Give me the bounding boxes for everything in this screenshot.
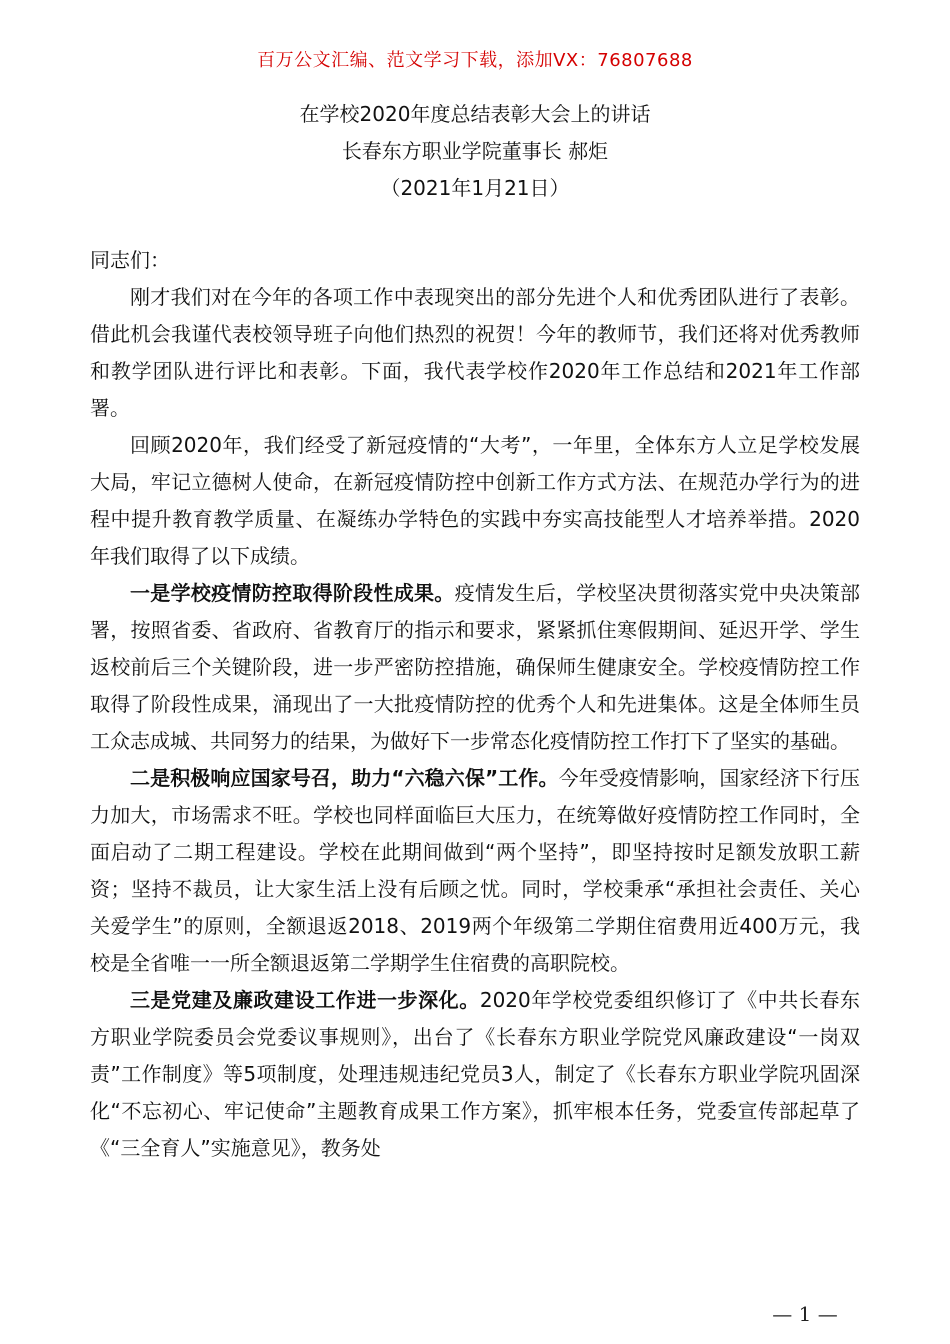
paragraph-4 xyxy=(90,760,860,982)
speech-date: （2021年1月21日） xyxy=(380,176,570,200)
paragraph-2-text: 回顾2020年，我们经受了新冠疫情的“大考”，一年里，全体东方人立足学校发展大局，牢记立德树人使命，在新冠疫情防控中创新工作方式方法、在规范办学行为的进程中提升教育教学质量、在凝练办学特色的实践中夯实高技能型人才培养举措。2020年我们取得了以下成绩。 xyxy=(90,433,860,568)
title-block xyxy=(0,96,950,207)
speech-title: 在学校2020年度总结表彰大会上的讲话 xyxy=(299,102,651,126)
page-number: — 1 — xyxy=(772,1302,838,1326)
paragraph-2 xyxy=(90,427,860,575)
paragraph-1 xyxy=(90,279,860,427)
paragraph-1-text: 刚才我们对在今年的各项工作中表现突出的部分先进个人和优秀团队进行了表彰。借此机会我谨代表校领导班子向他们热烈的祝贺！今年的教师节，我们还将对优秀教师和教学团队进行评比和表彰。下面，我代表学校作2020年工作总结和2021年工作部署。 xyxy=(90,285,860,420)
paragraph-4-text: 今年受疫情影响，国家经济下行压力加大，市场需求不旺。学校也同样面临巨大压力，在统筹做好疫情防控工作同时，全面启动了二期工程建设。学校在此期间做到“两个坚持”，即坚持按时足额发放职工薪资；坚持不裁员，让大家生活上没有后顾之忧。同时，学校秉承“承担社会责任、关心关爱学生”的原则，全额退返2018、2019两个年级第二学期住宿费用近400万元，我校是全省唯一一所全额退返第二学期学生住宿费的高职院校。 xyxy=(90,766,861,975)
paragraph-4-lead: 二是积极响应国家号召，助力“六稳六保”工作。 xyxy=(130,766,559,790)
salutation: 同志们： xyxy=(90,248,170,272)
paragraph-5-lead: 三是党建及廉政建设工作进一步深化。 xyxy=(130,988,480,1012)
paragraph-3-text: 疫情发生后，学校坚决贯彻落实党中央决策部署，按照省委、省政府、省教育厅的指示和要求，紧紧抓住寒假期间、延迟开学、学生返校前后三个关键阶段，进一步严密防控措施，确保师生健康安全。学校疫情防控工作取得了阶段性成果，涌现出了一大批疫情防控的优秀个人和先进集体。这是全体师生员工众志成城、共同努力的结果，为做好下一步常态化疫情防控工作打下了坚实的基础。 xyxy=(90,581,861,753)
paragraph-3 xyxy=(90,575,860,760)
watermark-banner: 百万公文汇编、范文学习下载，添加VX：76807688 xyxy=(257,50,693,71)
speaker-line: 长春东方职业学院董事长 郝炬 xyxy=(341,139,609,163)
paragraph-5-text: 2020年学校党委组织修订了《中共长春东方职业学院委员会党委议事规则》，出台了《长春东方职业学院党风廉政建设“一岗双责”工作制度》等5项制度，处理违规违纪党员3人，制定了《长春东方职业学院巩固深化“不忘初心、牢记使命”主题教育成果工作方案》，抓牢根本任务，党委宣传部起草了《“三全育人”实施意见》，教务处 xyxy=(90,988,860,1160)
paragraph-5 xyxy=(90,982,860,1167)
paragraph-3-lead: 一是学校疫情防控取得阶段性成果。 xyxy=(130,581,455,605)
body-text xyxy=(90,242,860,1167)
